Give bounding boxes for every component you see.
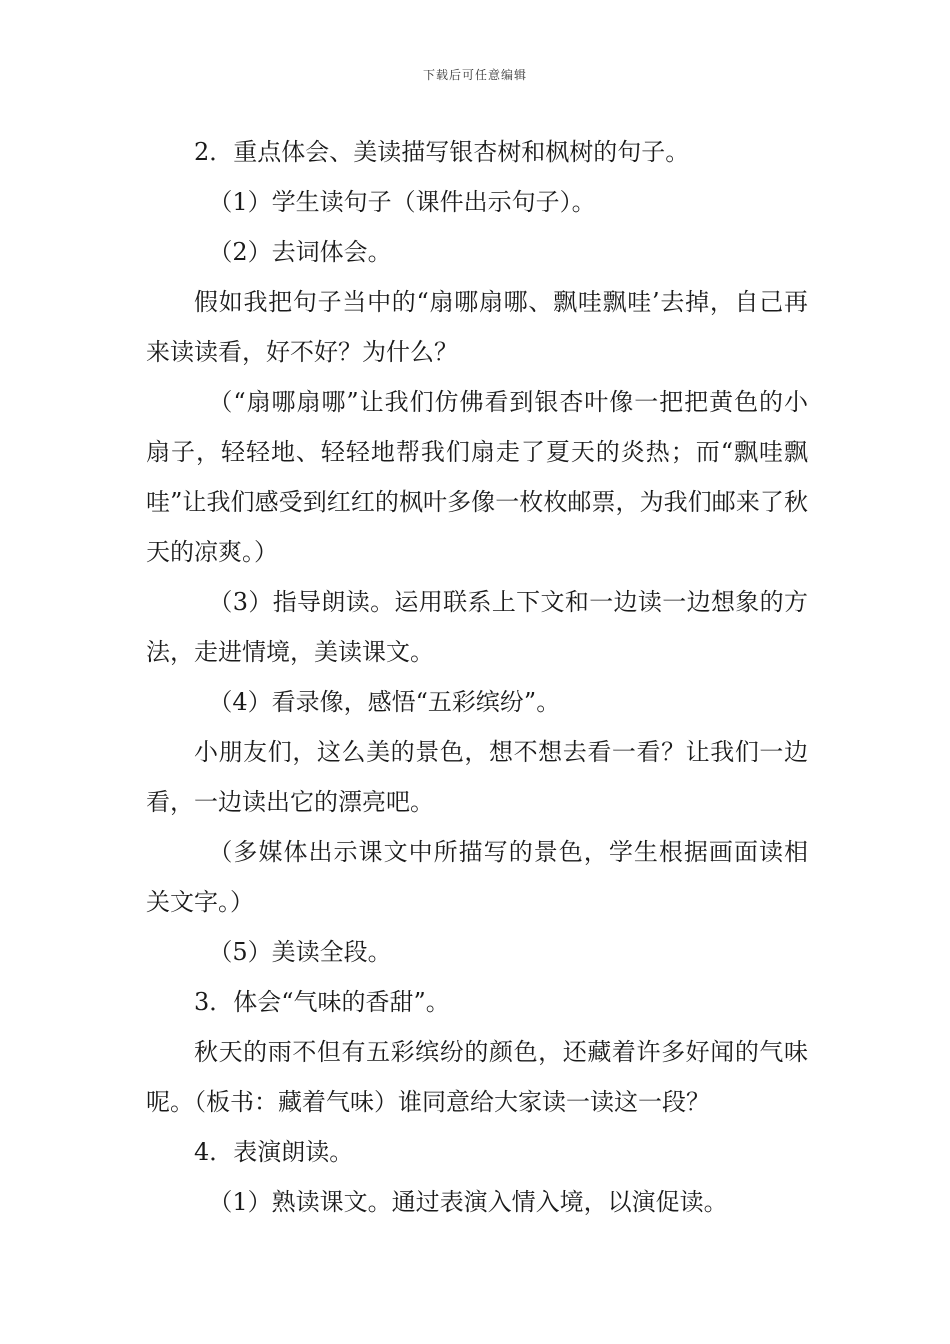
paragraph-question: 假如我把句子当中的“扇哪扇哪、飘哇飘哇’去掉，自己再来读读看，好不好？为什么？ [146,288,808,366]
paragraph-step-2: 2．重点体会、美读描写银杏树和枫树的句子。 [194,138,690,166]
paragraph-step-3: 3．体会“气味的香甜”。 [194,988,450,1016]
paragraph-substep-1: （1）学生读句子（课件出示句子）。 [208,188,596,216]
paragraph-multimedia: （多媒体出示课文中所描写的景色，学生根据画面读相关文字。） [146,838,808,916]
paragraph-autumn-rain: 秋天的雨不但有五彩缤纷的颜色，还藏着许多好闻的气味呢。（板书：藏着气味）谁同意给大家读一读这一段？ [146,1038,808,1116]
paragraph-explanation: （“扇哪扇哪”让我们仿佛看到银杏叶像一把把黄色的小扇子，轻轻地、轻轻地帮我们扇走了夏天的炎热；而“飘哇飘哇”让我们感受到红红的枫叶多像一枚枚邮票，为我们邮来了秋天的凉爽。） [146,388,808,566]
paragraph-substep-5: （5）美读全段。 [208,938,392,966]
paragraph-substep-4: （4）看录像，感悟“五彩缤纷”。 [208,688,561,716]
paragraph-substep-2: （2）去词体会。 [208,238,392,266]
paragraph-substep-4-1: （1）熟读课文。通过表演入情入境，以演促读。 [208,1188,728,1216]
paragraph-step-4: 4．表演朗读。 [194,1138,354,1166]
body-text [146,127,808,1227]
paragraph-substep-3: （3）指导朗读。运用联系上下文和一边读一边想象的方法，走进情境，美读课文。 [146,588,808,666]
paragraph-invite: 小朋友们，这么美的景色，想不想去看一看？让我们一边看，一边读出它的漂亮吧。 [146,738,808,816]
header-note: 下载后可任意编辑 [422,68,527,82]
